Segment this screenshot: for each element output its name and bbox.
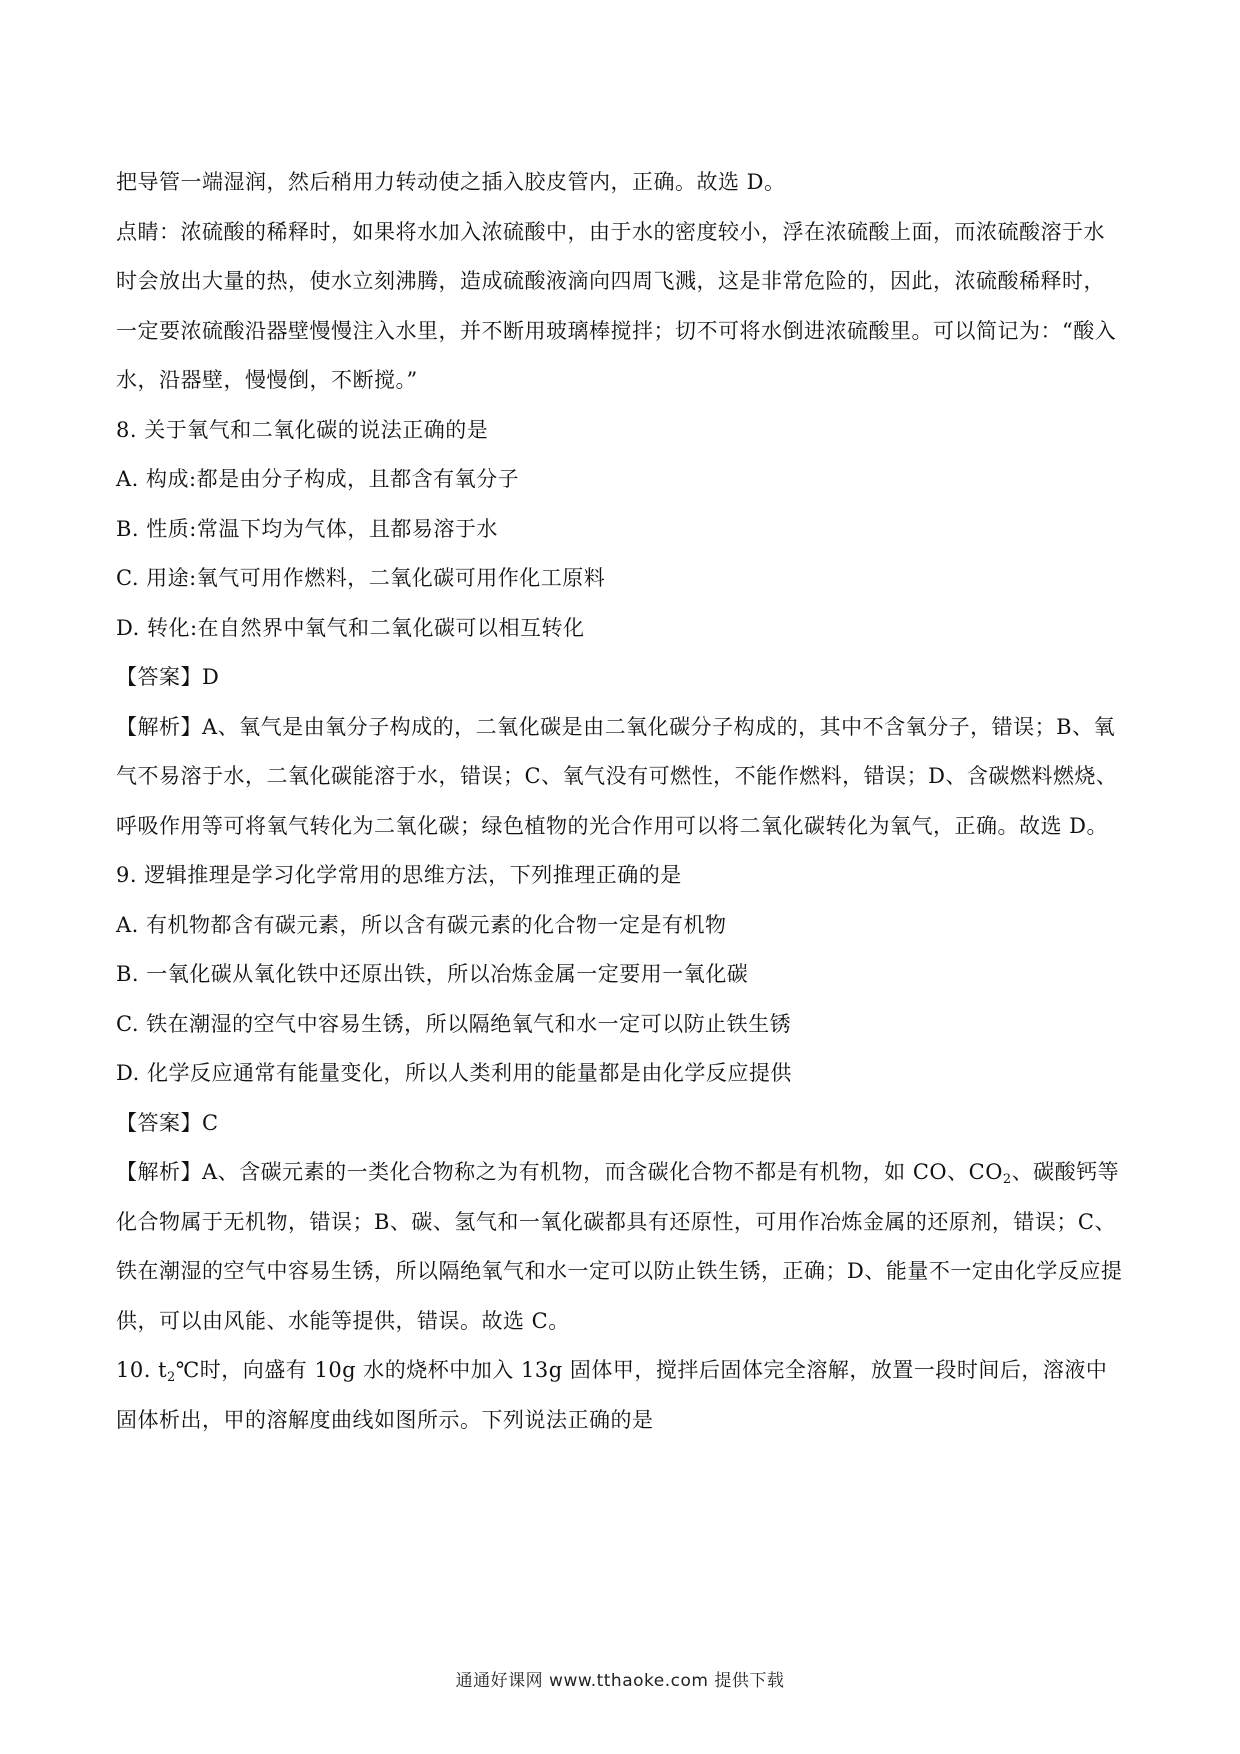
paragraph-continuation: 把导管一端湿润，然后稍用力转动使之插入胶皮管内，正确。故选 D。 [116,170,786,194]
subscript: 2 [1002,1172,1012,1187]
page-footer: 通通好课网 www.tthaoke.com 提供下载 [455,1671,785,1691]
question-8-answer: 【答案】D [116,665,220,689]
question-10-start: 10. t [116,1358,168,1382]
question-9-explanation [116,1148,1126,1346]
question-8-option-b: B. 性质:常温下均为气体，且都易溶于水 [116,516,498,541]
subscript: 2 [167,1370,176,1385]
question-9-option-c: C. 铁在潮湿的空气中容易生锈，所以隔绝氧气和水一定可以防止铁生锈 [116,1011,792,1036]
question-9-option-a: A. 有机物都含有碳元素，所以含有碳元素的化合物一定是有机物 [116,912,727,937]
question-8: 8. 关于氧气和二氧化碳的说法正确的是 [116,417,489,442]
question-9-option-d: D. 化学反应通常有能量变化，所以人类利用的能量都是由化学反应提供 [116,1061,792,1085]
question-10 [116,1346,1126,1445]
question-8-option-a: A. 构成:都是由分子构成，且都含有氧分子 [116,467,520,491]
explanation-text-start: 【解析】A、含碳元素的一类化合物称之为有机物，而含碳化合物不都是有机物，如 CO、CO [116,1160,1003,1184]
question-9-option-b: B. 一氧化碳从氧化铁中还原出铁，所以冶炼金属一定要用一氧化碳 [116,962,749,986]
explanation-text-rest: 、碳酸钙等化合物属于无机物，错误；B、碳、氢气和一氧化碳都具有还原性，可用作冶炼金属的还原剂，错误；C、铁在潮湿的空气中容易生锈，所以隔绝氧气和水一定可以防止铁生锈，正确；D、能量不一定由化学反应提供，可以由风能、水能等提供，错误。故选 C。 [116,1160,1123,1333]
question-8-explanation: 【解析】A、氧气是由氧分子构成的，二氧化碳是由二氧化碳分子构成的，其中不含氧分子，错误；B、氧气不易溶于水，二氧化碳能溶于水，错误；C、氧气没有可燃性，不能作燃料，错误；D、含碳燃料燃烧、呼吸作用等可将氧气转化为二氧化碳；绿色植物的光合作用可以将二氧化碳转化为氧气，正确。故选 D。 [116,714,1118,838]
question-9: 9. 逻辑推理是学习化学常用的思维方法，下列推理正确的是 [116,863,682,887]
question-8-option-c: C. 用途:氧气可用作燃料，二氧化碳可用作化工原料 [116,566,606,590]
question-9-answer: 【答案】C [116,1110,219,1135]
page-content [116,158,1126,1445]
tip-paragraph: 点睛：浓硫酸的稀释时，如果将水加入浓硫酸中，由于水的密度较小，浮在浓硫酸上面，而浓硫酸溶于水时会放出大量的热，使水立刻沸腾，造成硫酸液滴向四周飞溅，这是非常危险的，因此，浓硫酸稀释时，一定要浓硫酸沿器壁慢慢注入水里，并不断用玻璃棒搅拌；切不可将水倒进浓硫酸里。可以简记为：“酸入水，沿器壁，慢慢倒，不断搅。” [116,219,1117,392]
question-10-rest: ℃时，向盛有 10g 水的烧杯中加入 13g 固体甲，搅拌后固体完全溶解，放置一段时间后，溶液中固体析出，甲的溶解度曲线如图所示。下列说法正确的是 [116,1358,1108,1432]
question-8-option-d: D. 转化:在自然界中氧气和二氧化碳可以相互转化 [116,615,585,640]
